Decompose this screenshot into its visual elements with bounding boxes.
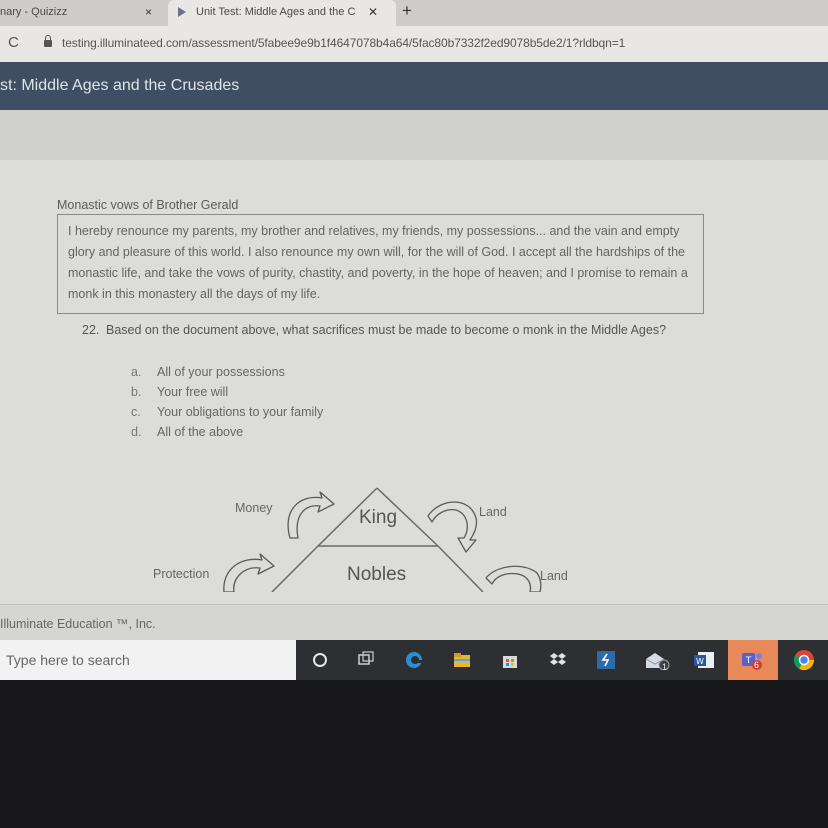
task-view-icon[interactable] <box>356 650 376 670</box>
protection-arrow-icon <box>224 554 274 592</box>
dropbox-icon[interactable] <box>548 650 568 670</box>
file-explorer-icon[interactable] <box>452 650 472 670</box>
option-text: Your obligations to your family <box>157 405 324 419</box>
chrome-icon[interactable] <box>792 648 816 672</box>
windows-taskbar <box>0 640 828 680</box>
address-bar <box>0 26 828 62</box>
search-placeholder: Type here to search <box>6 652 130 668</box>
store-icon[interactable] <box>500 650 520 670</box>
svg-text:W: W <box>696 657 704 666</box>
url-field[interactable]: testing.illuminateed.com/assessment/5fabee9e9b1f4647078b4a64/5fac80b7332f2ed9078b5de2/1?rldbqn=1 <box>62 36 626 50</box>
land-label: Land <box>479 505 507 519</box>
mail-badge: 1 <box>662 662 668 672</box>
feudal-pyramid-diagram <box>0 480 828 592</box>
teams-icon <box>740 649 764 671</box>
money-arrow-icon <box>288 492 334 538</box>
document-label: Monastic vows of Brother Gerald <box>57 198 239 212</box>
document-box <box>57 214 704 314</box>
option-letter: a. <box>131 365 142 379</box>
option-text: All of the above <box>157 425 244 439</box>
lock-icon <box>44 40 52 47</box>
option-text: All of your possessions <box>157 365 285 379</box>
word-icon[interactable] <box>692 650 716 670</box>
option-b[interactable] <box>131 382 431 402</box>
app-header <box>0 62 828 110</box>
tab-title: nary - Quizizz <box>0 6 68 18</box>
browser-tab-bar <box>0 0 828 26</box>
reload-icon[interactable]: C <box>8 34 19 51</box>
powerschool-icon[interactable] <box>596 650 616 670</box>
close-tab-icon[interactable]: ✕ <box>368 5 379 19</box>
option-d[interactable] <box>131 422 431 442</box>
monitor-bezel <box>0 680 828 828</box>
pyramid-graphic <box>0 480 828 592</box>
option-letter: d. <box>131 425 142 439</box>
option-letter: b. <box>131 385 142 399</box>
money-label: Money <box>235 501 273 515</box>
answer-options <box>131 362 431 442</box>
nobles-label: Nobles <box>347 564 407 585</box>
tab-unit-test[interactable] <box>168 0 396 26</box>
tab-quizizz[interactable] <box>0 0 168 26</box>
close-tab-icon[interactable]: × <box>145 5 153 19</box>
svg-text:T: T <box>745 656 752 666</box>
question-number: 22. <box>82 323 100 337</box>
document-text: I hereby renounce my parents, my brother and relatives, my friends, my possessions... and the vain and empty glory and pleasure of this world. I also renounce my own will, for the will of God. I accept all the hardships of the monastic life, and take the vows of purity, chastity, and poverty, in the hope of heaven; and I promise to remain a monk in this monastery all the days of my life. <box>68 224 688 301</box>
land-arrow-2-icon <box>486 566 541 592</box>
page-footer <box>0 604 828 640</box>
option-text: Your free will <box>157 385 229 399</box>
protection-label: Protection <box>153 567 210 581</box>
new-tab-icon[interactable]: + <box>402 1 412 20</box>
footer-copyright: Illuminate Education ™, Inc. <box>0 617 156 631</box>
cortana-icon[interactable] <box>310 650 330 670</box>
land-arrow-icon <box>428 502 477 552</box>
illuminate-favicon-icon <box>178 7 186 17</box>
taskbar-search[interactable] <box>0 640 296 680</box>
king-label: King <box>359 507 398 528</box>
page-title: st: Middle Ages and the Crusades <box>0 77 240 94</box>
option-c[interactable] <box>131 402 431 422</box>
edge-icon[interactable] <box>404 650 424 670</box>
content-top-strip <box>0 110 828 160</box>
tab-title: Unit Test: Middle Ages and the C <box>196 6 356 18</box>
question-22 <box>82 321 702 340</box>
option-letter: c. <box>131 405 141 419</box>
teams-badge: 6 <box>754 660 760 670</box>
teams-active-tile[interactable] <box>728 640 778 680</box>
land-label-2: Land <box>540 569 568 583</box>
question-text: Based on the document above, what sacrifices must be made to become o monk in the Middle Ages? <box>106 323 667 337</box>
option-a[interactable] <box>131 362 431 382</box>
